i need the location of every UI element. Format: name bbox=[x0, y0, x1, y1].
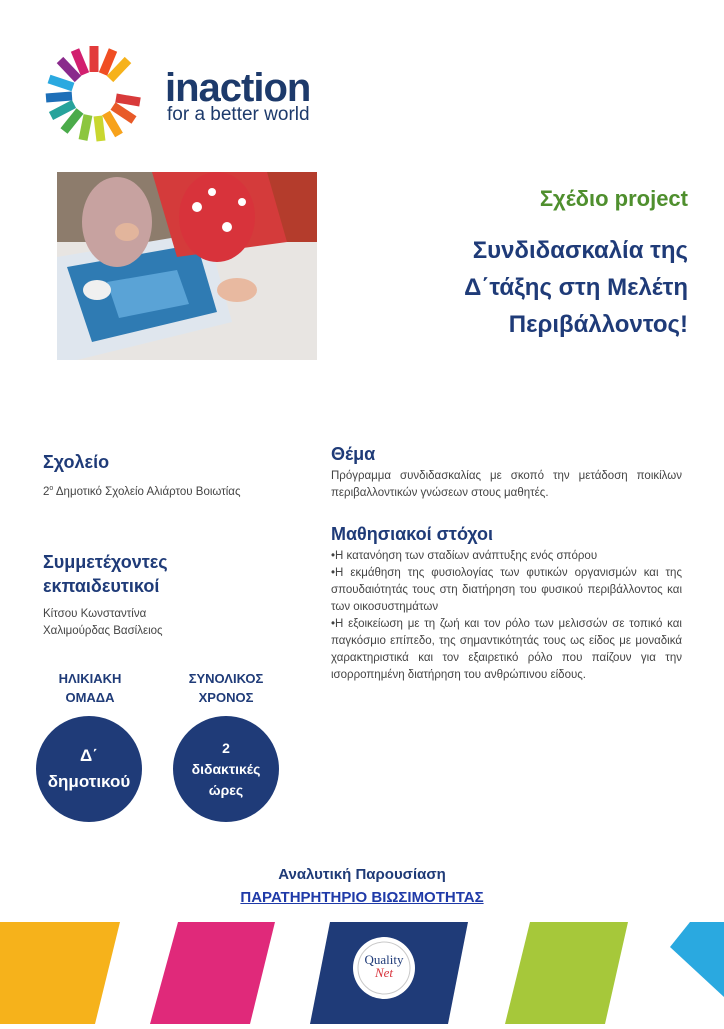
teachers-heading bbox=[43, 550, 168, 598]
inaction-logo bbox=[38, 36, 338, 146]
bullet-icon: • bbox=[331, 550, 336, 562]
project-title bbox=[358, 232, 688, 343]
bullet-icon: • bbox=[331, 618, 336, 630]
teachers-heading-line2: εκπαιδευτικοί bbox=[43, 576, 160, 596]
age-value-line1: Δ΄ bbox=[80, 746, 98, 765]
age-value-line2: δημοτικού bbox=[47, 772, 131, 791]
objective-item bbox=[331, 565, 682, 616]
observatory-link[interactable]: ΠΑΡΑΤΗΡΗΤΗΡΙΟ ΒΙΩΣΙΜΟΤΗΤΑΣ bbox=[240, 889, 484, 906]
objective-item bbox=[331, 548, 682, 565]
objectives-heading: Μαθησιακοί στόχοι bbox=[331, 524, 493, 544]
teachers-heading-line1: Συμμετέχοντες bbox=[43, 552, 168, 572]
teachers-list bbox=[43, 606, 163, 640]
age-label-line2: ΟΜΑΔΑ bbox=[65, 690, 115, 705]
duration-value-line3: ώρες bbox=[208, 781, 244, 798]
badge-line2: Net bbox=[374, 965, 394, 980]
age-group-badge bbox=[36, 716, 142, 822]
stripe-pink bbox=[150, 922, 275, 1024]
topic-heading: Θέμα bbox=[331, 444, 376, 464]
title-line: Δ΄τάξης στη Μελέτη bbox=[464, 274, 688, 301]
duration-value-line1: 2 bbox=[222, 739, 230, 756]
school-heading: Σχολείο bbox=[43, 452, 110, 472]
bullet-icon: • bbox=[331, 567, 336, 579]
analysis-label: Αναλυτική Παρουσίαση bbox=[278, 866, 446, 883]
stripe-yellow bbox=[0, 922, 120, 1024]
objective-text: Η εξοικείωση με τη ζωή και τον ρόλο των μελισσών σε τοπικό και παγκόσμιο επίπεδο, της σημαντικότητάς τους ως είδος με μοναδικά χαρακτηριστικά και τον εξαιρετικό ρόλο που παίζουν για την ισορροπημένη διατήρηση του ανθρώπινου είδους. bbox=[331, 618, 682, 681]
topic-text: Πρόγραμμα συνδιδασκαλίας με σκοπό την μετάδοση ποικίλων περιβαλλοντικών γνώσεων στους μαθητές. bbox=[331, 470, 682, 499]
school-name: $2^o$ Δημοτικό Σχολείο Αλιάρτου Βοιωτίας bbox=[43, 485, 241, 498]
stripe-sky bbox=[670, 922, 724, 997]
title-line: Περιβάλλοντος! bbox=[508, 311, 688, 338]
objective-item bbox=[331, 616, 682, 684]
logo-word-in: in bbox=[165, 66, 199, 110]
teacher-name: Κίτσου Κωνσταντίνα bbox=[43, 608, 147, 620]
duration-value-line2: διδακτικές bbox=[191, 760, 261, 777]
logo-tagline: for a better world bbox=[167, 104, 310, 125]
age-group-label bbox=[30, 669, 150, 707]
logo-word-action: action bbox=[198, 66, 311, 110]
badge-line1: Quality bbox=[364, 952, 404, 967]
sunburst-logo-icon bbox=[38, 36, 158, 146]
objectives-list bbox=[331, 548, 682, 684]
teacher-name: Χαλιμούρδας Βασίλειος bbox=[43, 625, 163, 637]
classroom-photo bbox=[57, 172, 317, 360]
stripe-lime bbox=[505, 922, 628, 1024]
duration-label bbox=[166, 669, 286, 707]
footer-stripes bbox=[0, 917, 724, 1024]
objective-text: Η εκμάθηση της φυσιολογίας των φυτικών οργανισμών και της σπουδαιότητάς τους στη διατήρηση του φυσικού περιβάλλοντος και των οικοσυστημάτων bbox=[331, 567, 682, 613]
qualitynet-badge-text bbox=[354, 953, 414, 979]
duration-label-line1: ΣΥΝΟΛΙΚΟΣ bbox=[188, 671, 264, 686]
objective-text: Η κατανόηση των σταδίων ανάπτυξης ενός σπόρου bbox=[335, 550, 598, 562]
duration-badge bbox=[173, 716, 279, 822]
title-line: Συνδιδασκαλία της bbox=[472, 237, 688, 264]
duration-label-line2: ΧΡΟΝΟΣ bbox=[198, 690, 254, 705]
observatory-link-wrap bbox=[0, 889, 724, 906]
age-label-line1: ΗΛΙΚΙΑΚΗ bbox=[58, 671, 122, 686]
project-label: Σχέδιο project bbox=[539, 186, 688, 211]
photo-illustration bbox=[57, 172, 317, 360]
